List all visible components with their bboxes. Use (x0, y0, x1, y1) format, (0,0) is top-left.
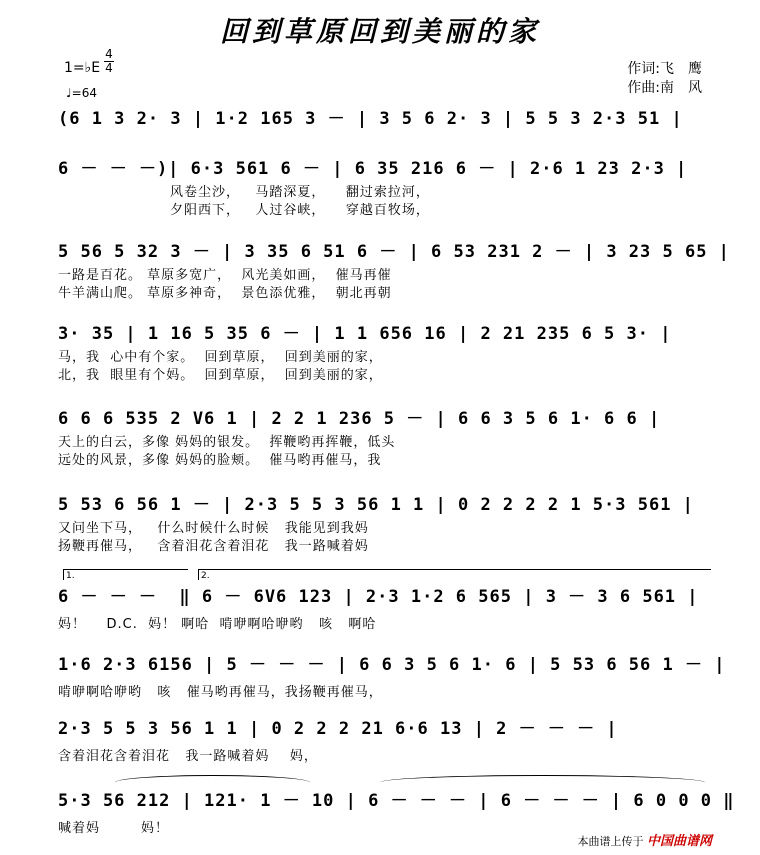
slur-long (115, 775, 310, 790)
volta-second-ending (198, 569, 711, 580)
site-logo: 中国曲谱网 (646, 834, 712, 849)
volta-2-label: 2. (201, 571, 210, 581)
score-line-4 (0, 323, 760, 393)
score-line-5 (0, 408, 760, 478)
lyric-verse-1: 一路是百花。 草原多宽广， 风光美如画， 催马再催 (58, 268, 392, 283)
notation: 6 － － －)| 6·3 561 6 － | 6 35 216 6 － | 2·6 1 23 2·3 | (58, 159, 688, 179)
tempo-mark: ♩=64 (66, 86, 97, 100)
notation: 2·3 5 5 3 56 1 1 | 0 2 2 2 21 6·6 13 | 2 － － － | (58, 719, 618, 739)
lyric-verse-2: 牛羊满山爬。 草原多神奇， 景色添优雅， 朝北再朝 (58, 286, 392, 301)
lyric-verse-1: 啃咿啊哈咿哟 咳 催马哟再催马，我扬鞭再催马， (58, 685, 383, 700)
notation: 6 － － － ‖ 6 － 6V6 123 | 2·3 1·2 6 565 | 3 － 3 6 561 | (58, 587, 699, 607)
lyric-verse-1: 含着泪花含着泪花 我一路喊着妈 妈， (58, 749, 318, 764)
lyric-verse-2: 夕阳西下， 人过谷峡， 穿越百牧场， (170, 203, 430, 218)
score-line-1 (0, 108, 760, 148)
lyric-verse-1: 喊着妈 妈！ (58, 821, 170, 836)
lyric-verse-1: 马，我 心中有个家。 回到草原， 回到美丽的家， (58, 350, 383, 365)
score-line-3 (0, 241, 760, 311)
composer: 作曲:南 风 (627, 80, 702, 96)
lyricist: 作词:飞 鹰 (627, 61, 702, 77)
key-label: 1=♭E (64, 60, 101, 76)
lyric-verse-1: 妈！ D.C. 妈！ 啊哈 啃咿啊哈咿哟 咳 啊哈 (58, 617, 377, 632)
notation: 6 6 6 535 2 V6 1 | 2 2 1 236 5 － | 6 6 3 5 6 1· 6 6 | (58, 409, 661, 429)
credits (627, 60, 702, 98)
score-line-8 (0, 654, 760, 704)
volta-1-label: 1. (66, 571, 75, 581)
lyric-verse-2: 北，我 眼里有个妈。 回到草原， 回到美丽的家， (58, 368, 383, 383)
notation: (6 1 3 2· 3 | 1·2 165 3 － | 3 5 6 2· 3 | 5 5 3 2·3 51 | (58, 109, 683, 129)
score-line-2 (0, 158, 760, 228)
lyric-verse-2: 扬鞭再催马， 含着泪花含着泪花 我一路喊着妈 (58, 539, 369, 554)
notation: 5·3 56 212 | 121· 1 － 10 | 6 － － － | 6 － － － | 6 0 0 0 ‖ (58, 791, 735, 811)
footer-prefix: 本曲谱上传于 (577, 835, 644, 848)
score-line-7 (0, 586, 760, 636)
score-line-6 (0, 494, 760, 564)
time-denominator: 4 (105, 61, 113, 75)
lyric-verse-2: 远处的风景，多像 妈妈的脸颊。 催马哟再催马，我 (58, 453, 382, 468)
volta-first-ending (63, 569, 188, 580)
notation: 1·6 2·3 6156 | 5 － － － | 6 6 3 5 6 1· 6 | 5 53 6 56 1 － | (58, 655, 726, 675)
slur-end (380, 775, 705, 790)
footer-credit (577, 830, 712, 849)
song-title: 回到草原回到美丽的家 (219, 15, 540, 48)
time-signature (104, 48, 114, 75)
lyric-verse-1: 风卷尘沙， 马踏深夏， 翻过索拉河， (170, 185, 430, 200)
notation: 5 56 5 32 3 － | 3 35 6 51 6 － | 6 53 231 2 － | 3 23 5 65 | (58, 242, 730, 262)
notation: 3· 35 | 1 16 5 35 6 － | 1 1 656 16 | 2 21 235 6 5 3· | (58, 324, 672, 344)
notation: 5 53 6 56 1 － | 2·3 5 5 3 56 1 1 | 0 2 2 2 2 1 5·3 561 | (58, 495, 694, 515)
lyric-verse-1: 天上的白云，多像 妈妈的银发。 挥鞭哟再挥鞭，低头 (58, 435, 396, 450)
key-signature (64, 60, 100, 76)
lyric-verse-1: 又问坐下马， 什么时候什么时候 我能见到我妈 (58, 521, 369, 536)
time-numerator: 4 (105, 47, 113, 61)
score-line-9 (0, 718, 760, 768)
